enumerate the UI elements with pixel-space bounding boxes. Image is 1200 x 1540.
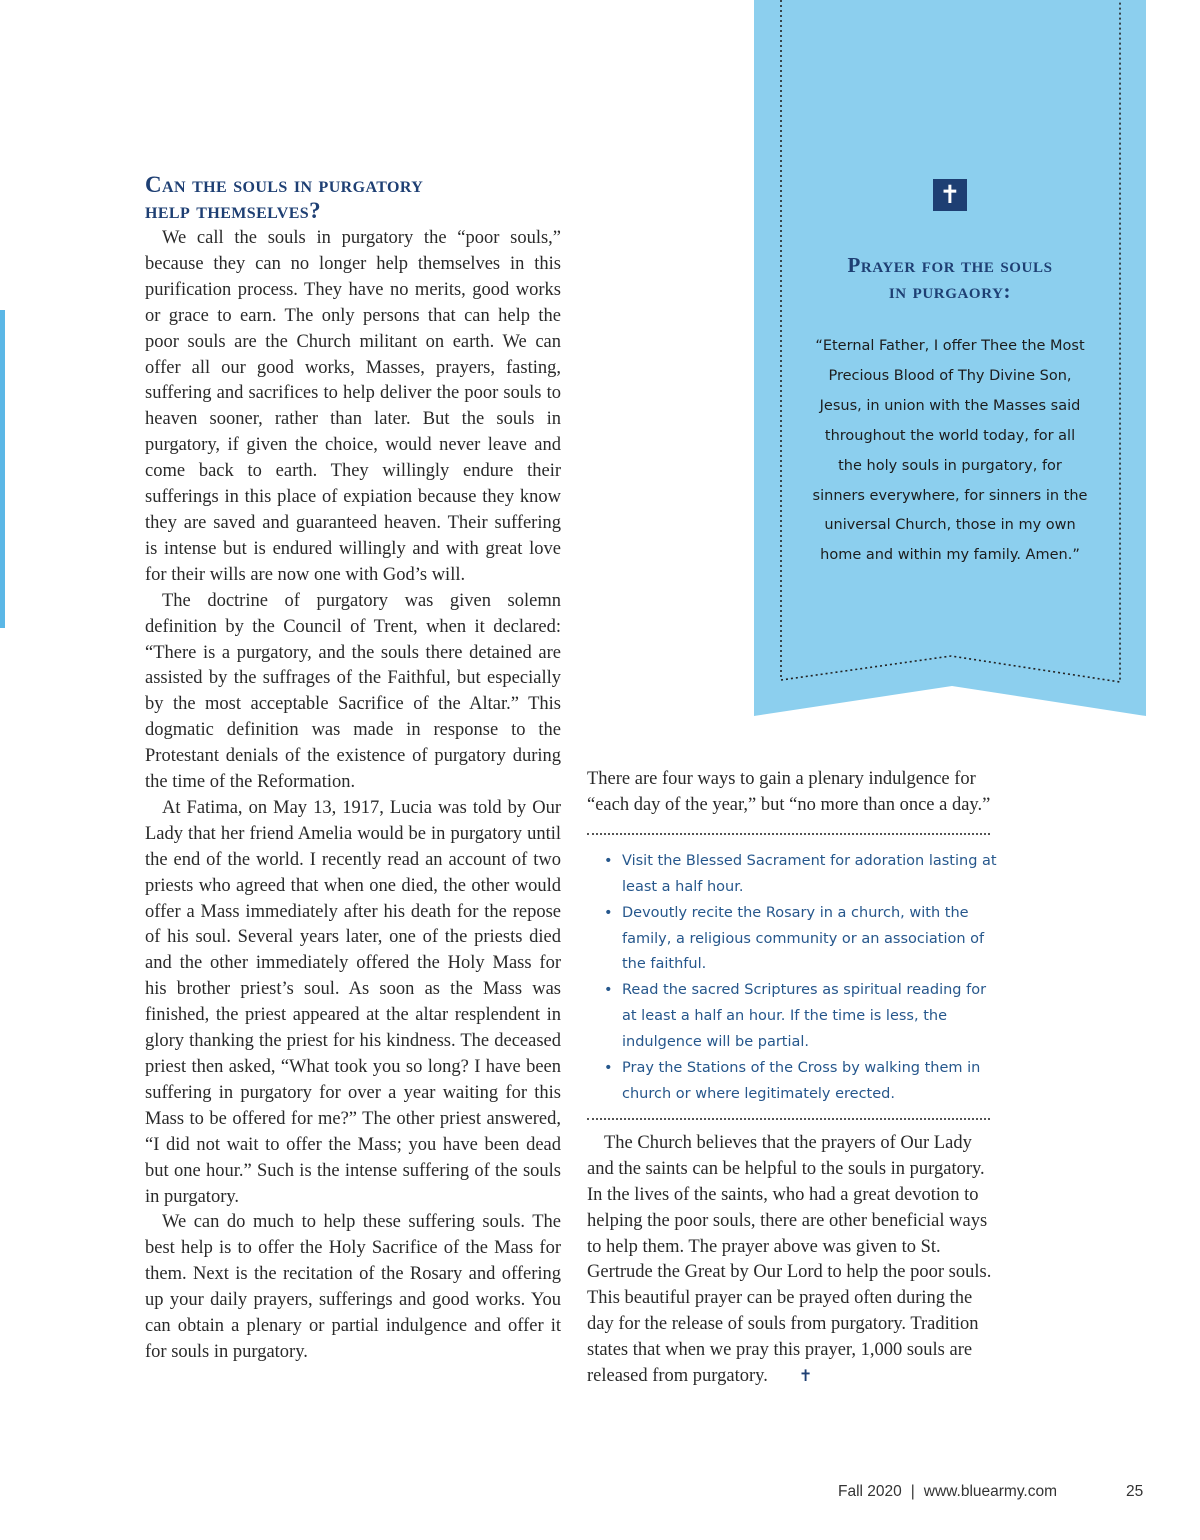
list-item-text: Visit the Blessed Sacrament for adoration lasting at least a half hour. — [622, 852, 997, 895]
section-heading-line-1: Can the souls in purgatory — [145, 172, 424, 197]
indulgence-intro: There are four ways to gain a plenary indulgence for “each day of the year,” but “no more than once a day.” — [587, 769, 991, 815]
website-link[interactable]: www.bluearmy.com — [923, 1483, 1058, 1500]
issue-label: Fall 2020 — [838, 1483, 902, 1500]
list-item-text: Pray the Stations of the Cross by walking them in church or where legitimately erected. — [622, 1060, 981, 1102]
prayer-text: “Eternal Father, I offer Thee the Most Precious Blood of Thy Divine Son, Jesus, in union with the Masses said throughout the world today, for all the holy souls in purgatory, for sinners everywhere, for sinners in the universal Church, those in my own home and within my family. Amen.” — [812, 338, 1088, 564]
list-item-text: Read the sacred Scriptures as spiritual reading for at least a half an hour. If the time is less, the indulgence will be partial. — [622, 982, 987, 1051]
bullet-icon: • — [604, 982, 613, 999]
page-footer — [838, 1483, 1057, 1501]
paragraph: At Fatima, on May 13, 1917, Lucia was told by Our Lady that her friend Amelia would be in purgatory until the end of the world. I recently read an account of two priests who agreed that when one died, the other would offer a Mass immediately after his death for the repose of his soul. Several years later, one of the priests died and the other immediately offered the Holy Mass for his brother priest’s soul. As soon as the Mass was finished, the priest appeared at the altar resplendent in glory thanking the priest for his kindness. The deceased priest then asked, “What took you so long? I have been suffering in purgatory for over a year waiting for this Mass to be offered for me?” The other priest answered, “I did not wait to offer the Mass; you have been dead but one hour.” Such is the intense suffering of the souls in purgatory. — [145, 797, 561, 1207]
closing-paragraph — [587, 1131, 997, 1390]
prayer-title — [800, 252, 1100, 304]
closing-paragraph-text: The Church believes that the prayers of Our Lady and the saints can be helpful to the souls in purgatory. In the lives of the saints, who had a great devotion to helping the poor souls, there are other beneficial ways to help them. The prayer above was given to St. Gertrude the Great by Our Lord to help the poor souls. This beautiful prayer can be prayed often during the day for the release of souls from purgatory. Tradition states that when we pray this prayer, 1,000 souls are released from purgatory. — [587, 1132, 992, 1387]
paragraph: We call the souls in purgatory the “poor souls,” because they can no longer help themselves in this purification process. They have no merits, good works or grace to earn. The only persons that can help the poor souls are the Church militant on earth. We can offer all our good works, Masses, prayers, fasting, suffering and sacrifices to help deliver the poor souls to heaven sooner, rather than later. But the souls in purgatory, if given the choice, would never leave and come back to earth. They willingly endure their sufferings in this place of expiation because they know they are saved and guaranteed heaven. Their suffering is intense but is endured willingly and with great love for their wills are now one with God’s will. — [145, 228, 561, 585]
article-left-column — [145, 172, 561, 1366]
section-heading-line-2: help themselves? — [145, 198, 322, 223]
cross-icon: ✝ — [933, 179, 967, 211]
end-cross-icon: ✝ — [798, 1368, 813, 1386]
page-edge-accent — [0, 310, 5, 628]
article-right-column — [587, 767, 997, 1390]
bullet-icon: • — [604, 852, 613, 869]
footer-separator: | — [910, 1483, 915, 1500]
prayer-title-line-2: in purgaory: — [888, 279, 1012, 303]
indulgence-list — [587, 849, 997, 1108]
prayer-title-line-1: Prayer for the souls — [847, 253, 1053, 277]
section-heading — [145, 172, 561, 224]
divider — [587, 833, 990, 835]
list-item — [587, 978, 997, 1056]
list-item — [587, 849, 997, 901]
paragraph: The doctrine of purgatory was given solemn definition by the Council of Trent, when it declared: “There is a purgatory, and the souls there detained are assisted by the suffrages of the Faithful, but especially by the most acceptable Sacrifice of the Altar.” This dogmatic definition was made in response to the Protestant denials of the existence of purgatory during the time of the Reformation. — [145, 590, 561, 793]
bullet-icon: • — [604, 1060, 613, 1077]
paragraph: We can do much to help these suffering souls. The best help is to offer the Holy Sacrifice of the Mass for them. Next is the recitation of the Rosary and offering up your daily prayers, sufferings and good works. You can obtain a plenary or partial indulgence and offer it for souls in purgatory. — [145, 1212, 561, 1362]
bullet-icon: • — [604, 904, 613, 921]
list-item — [587, 1056, 997, 1108]
list-item-text: Devoutly recite the Rosary in a church, with the family, a religious community or an association of the faithful. — [622, 904, 985, 973]
page-number: 25 — [1126, 1483, 1144, 1500]
list-item — [587, 901, 997, 979]
divider — [587, 1118, 990, 1120]
